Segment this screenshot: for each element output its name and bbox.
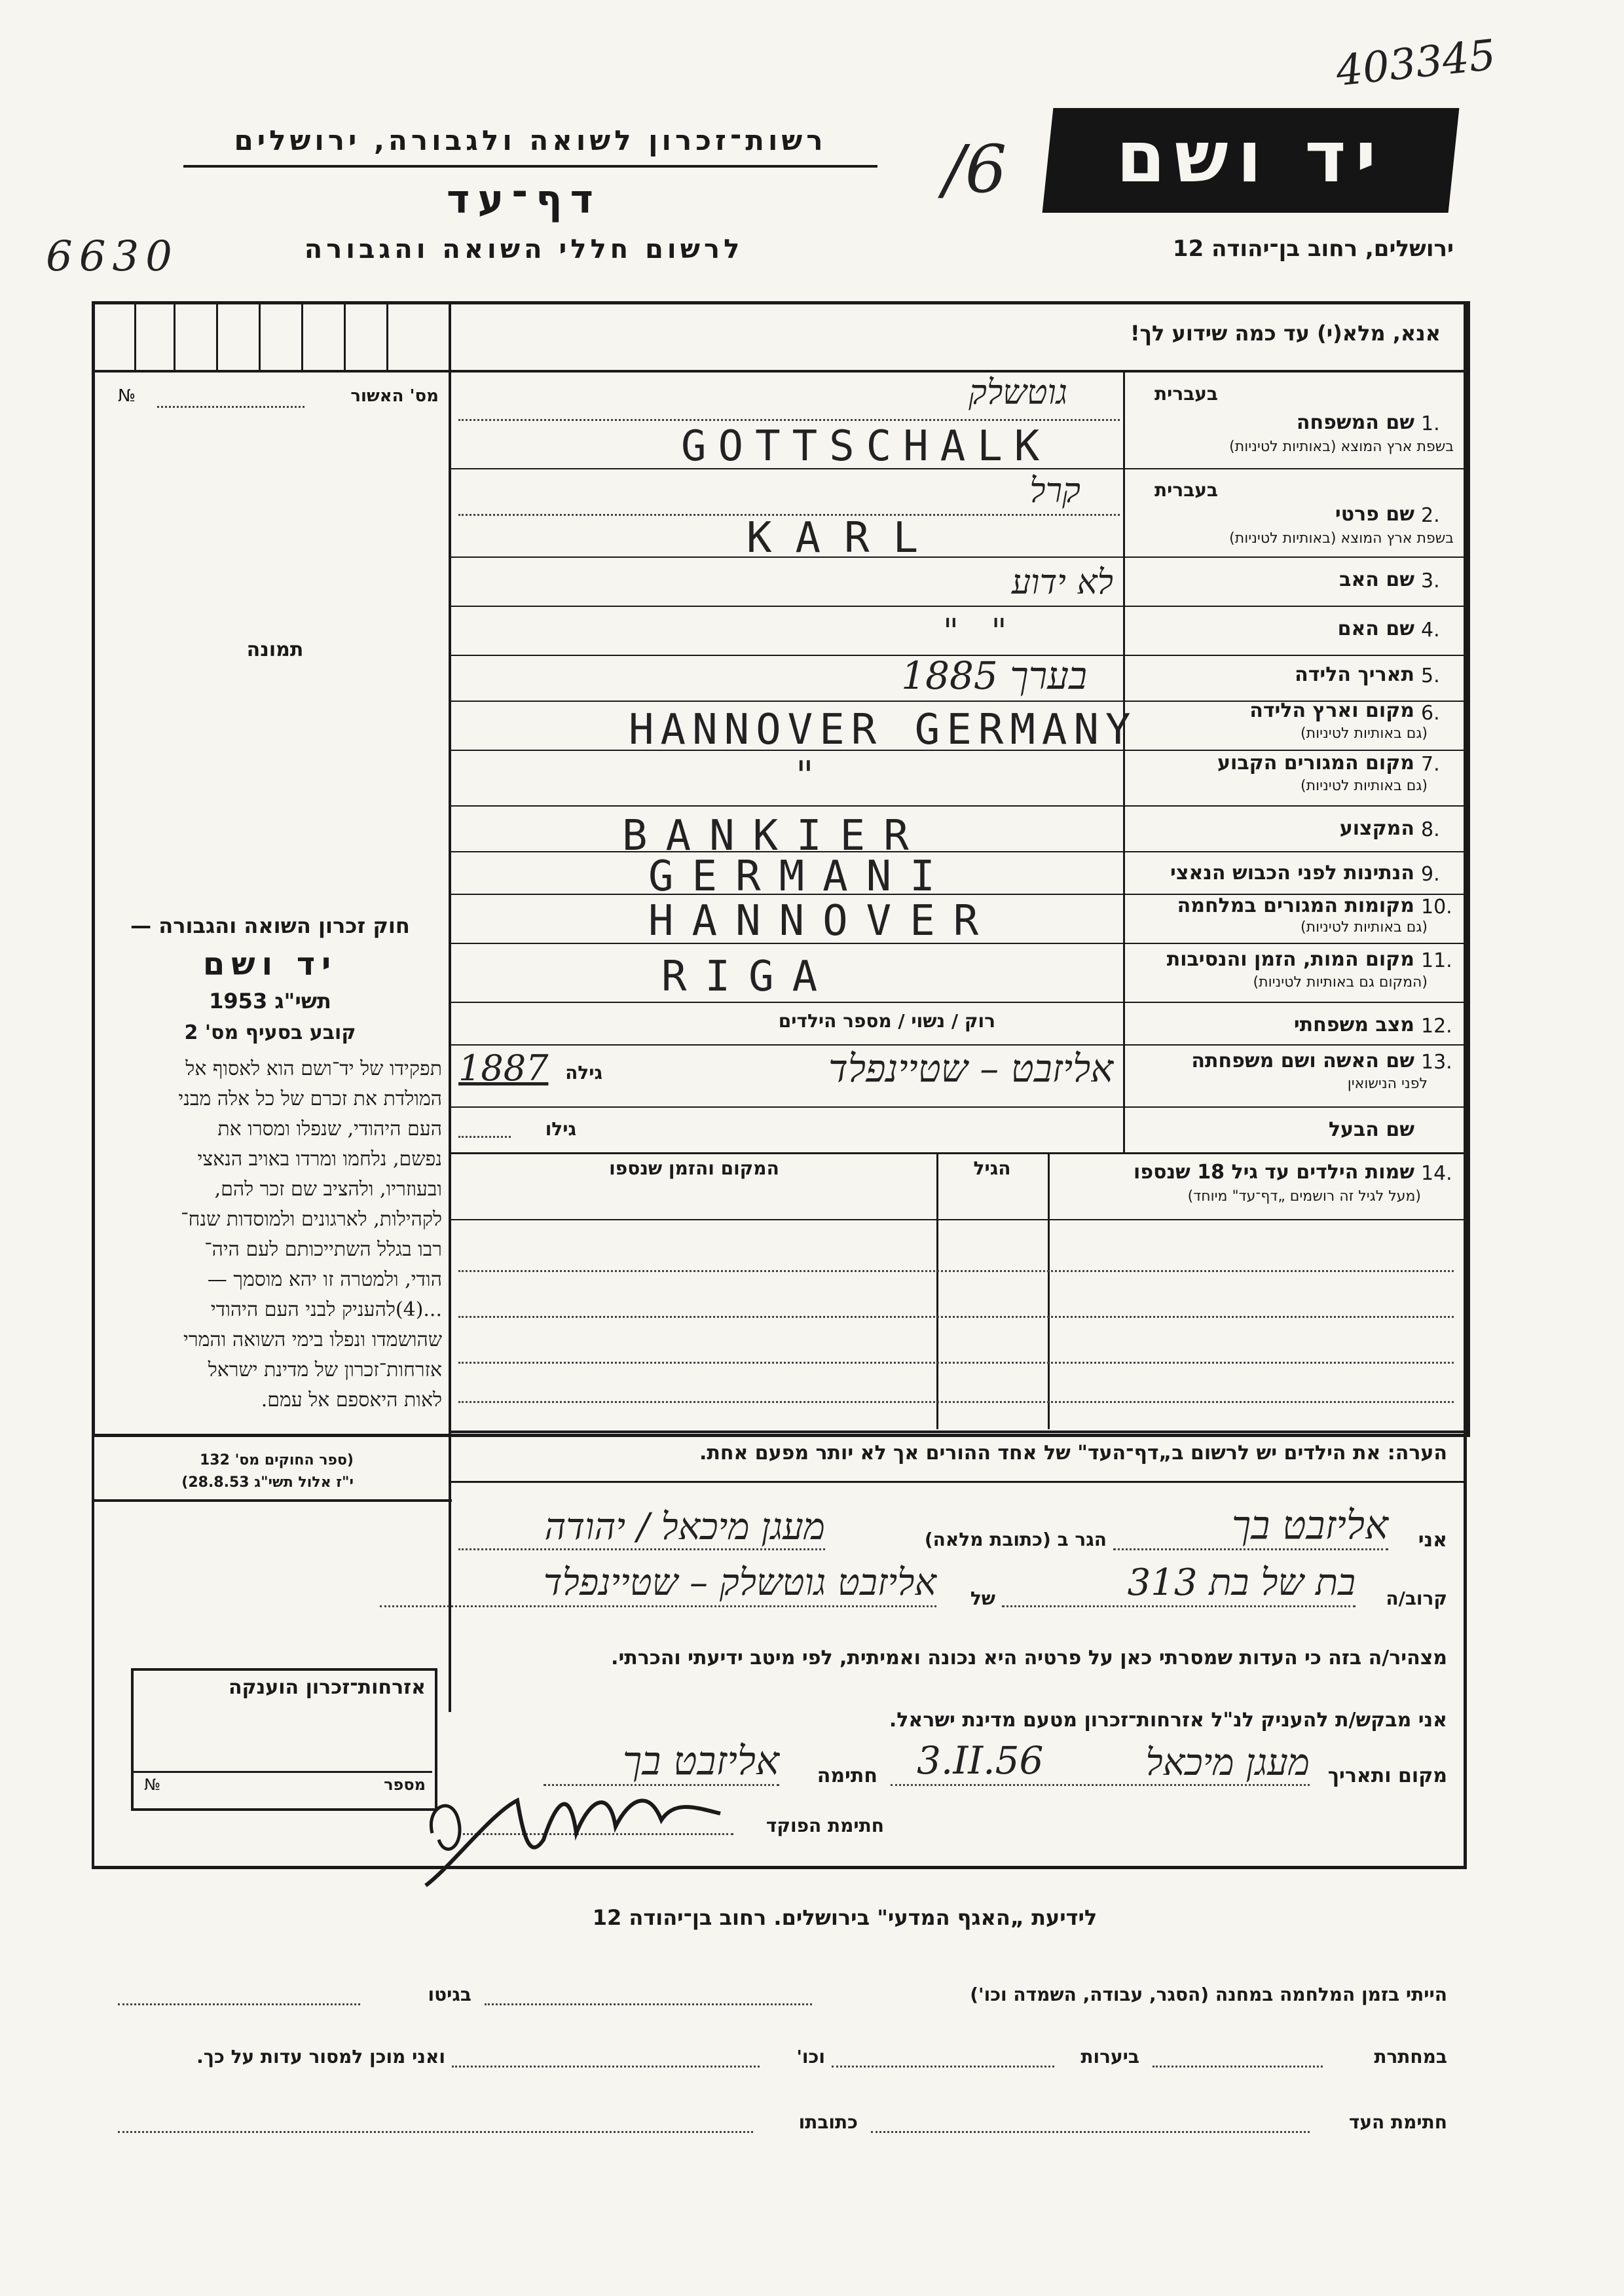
field-9-value: GERMANI (648, 852, 953, 901)
field-11-label: מקום המות, הזמן והנסיבות (1166, 948, 1414, 971)
law-body: תפקידו של יד־ושם הוא לאסוף אל המולדת את זכרם של כל אלה מבני העם היהודי, שנפלו ומסרו את נפשם, נלחמו ומרדו באויב הנאצי ובעוזריו, ולהציב שם זכר להם, לקהילות, לארגונים ולמוסדות שנח־ רבו בגלל השתייכותם לעם היה־ הודי, ולמטרה זו יהא מוסמך — ...(4)להעניק לבני העם היהודי שהושמדו ונפלו בימי השואה והמרי אזרחות־זכרון של מדינת ישראל לאות היאספם אל עמם. (178, 1057, 442, 1412)
field-6-note: (גם באותיות לטיניות) (1301, 725, 1428, 742)
field-3-value: לא ידוע (1011, 563, 1113, 602)
photo-label: תמונה (246, 638, 304, 661)
field-2-number: 2. (1421, 504, 1440, 527)
decl-date-value: 3.II.56 (917, 1738, 1044, 1783)
field-11-note: (המקום גם באותיות לטיניות) (1253, 974, 1428, 991)
field-11-number: 11. (1421, 949, 1452, 972)
field-10-value: HANNOVER (648, 897, 997, 945)
cert-number-label: מס' האשור (350, 386, 439, 406)
cert-number-suffix: № (118, 386, 136, 406)
children-number: 14. (1421, 1162, 1452, 1185)
field-5-value: בערך 1885 (901, 653, 1087, 698)
field-6-number: 6. (1421, 702, 1440, 725)
field-4-number: 4. (1421, 619, 1440, 642)
field-11-value: RIGA (661, 953, 836, 1001)
law-logo: יד ושם (202, 946, 338, 983)
children-label: שמות הילדים עד גיל 18 שנספו (1134, 1161, 1414, 1184)
field-6-value: HANNOVER GERMANY (629, 706, 1137, 754)
footer-title: לידיעת „האגף המדעי" בירושלים. רחוב בן־יהודה 12 (592, 1905, 1098, 1930)
form-title: דף־עד (447, 177, 601, 223)
field-2-hebrew-tag: בעברית (1154, 479, 1218, 501)
field-2-label: שם פרטי (1335, 503, 1414, 526)
field-5-number: 5. (1421, 665, 1440, 687)
left-handwritten-number: 6630 (46, 232, 179, 281)
slash-mark: /6 (943, 131, 1007, 208)
form-subtitle: לרשום חללי השואה והגבורה (304, 234, 744, 264)
field-1-number: 1. (1421, 412, 1440, 435)
field-13-age-label: גילה (565, 1062, 602, 1084)
field-8-label: המקצוע (1339, 817, 1414, 840)
field-2-note: בשפת ארץ המוצא (באותיות לטיניות) (1229, 530, 1454, 547)
field-7-value: " (796, 753, 814, 799)
decl-place-date-label: מקום ותאריך (1327, 1764, 1447, 1787)
field-4-label: שם האם (1337, 617, 1414, 640)
field-9-number: 9. (1421, 863, 1440, 886)
citizenship-number-label: מספר (384, 1776, 426, 1794)
footer-line3-a: חתימת העד (1348, 2111, 1447, 2133)
field-10-label: מקומות המגורים במלחמה (1177, 894, 1414, 917)
field-7-number: 7. (1421, 753, 1440, 776)
field-1-note: בשפת ארץ המוצא (באותיות לטיניות) (1229, 439, 1454, 455)
footer-line2-b: ביערות (1080, 2046, 1139, 2068)
footer-line2-c: וכו' (796, 2046, 825, 2068)
decl-relative-value: בת של בת 313 (1127, 1561, 1356, 1604)
husband-label: שם הבעל (1328, 1118, 1414, 1141)
field-12-value: רוק / נשוי / מספר הילדים (778, 1010, 995, 1032)
field-3-label: שם האב (1339, 568, 1414, 591)
field-4-value: " " (943, 612, 1007, 651)
field-3-number: 3. (1421, 570, 1440, 592)
law-title: חוק זכרון השואה והגבורה — (130, 913, 410, 938)
decl-relative-label: קרוב/ה (1386, 1588, 1447, 1609)
decl-signature-label: חתימה (817, 1764, 877, 1787)
citizenship-title: אזרחות־זכרון הוענקה (228, 1676, 426, 1699)
instruction-text: אנא, מלא(י) עד כמה שידוע לך! (1130, 321, 1441, 346)
decl-signature-value: אליזבט בך (622, 1738, 779, 1784)
footer-line1-a: הייתי בזמן המלחמה במחנה (הסגר, עבודה, השמדה וכו') (970, 1984, 1447, 2005)
field-1-label: שם המשפחה (1296, 411, 1414, 434)
decl-request: אני מבקש/ת להעניק לנ"ל אזרחות־זכרון מטעם מדינת ישראל. (889, 1709, 1447, 1732)
authority-title: רשות־זכרון לשואה ולגבורה, ירושלים (234, 124, 827, 156)
field-1-hebrew-tag: בעברית (1154, 383, 1218, 405)
field-8-number: 8. (1421, 818, 1440, 841)
field-10-number: 10. (1421, 896, 1452, 919)
decl-of-label: של (970, 1588, 995, 1609)
field-13-number: 13. (1421, 1051, 1452, 1074)
decl-officer-label: חתימת הפוקד (766, 1815, 884, 1836)
footer-line2-a: במחתרת (1374, 2046, 1447, 2068)
law-source-1: (ספר החוקים מס' 132 (199, 1452, 354, 1468)
children-col-age: הגיל (973, 1157, 1011, 1179)
remark-text: הערה: את הילדים יש לרשום ב„דף־העד" של אחד ההורים אך לא יותר מפעם אחת. (699, 1442, 1447, 1465)
husband-age-label: גילו (545, 1118, 576, 1140)
field-13-label: שם האשה ושם משפחתה (1191, 1049, 1414, 1072)
footer-line1-b: בגיטו (428, 1984, 471, 2005)
law-clause: קובע בסעיף מס' 2 (184, 1021, 356, 1044)
decl-i-value: אליזבט בך (1231, 1503, 1388, 1548)
field-8-value: BANKIER (622, 812, 927, 860)
field-12-label: מצב משפחתי (1293, 1013, 1414, 1036)
decl-statement: מצהיר/ה בזה כי העדות שמסרתי כאן על פרטיה היא נכונה ואמיתית, לפי מיטב ידיעתי והכרתי. (611, 1647, 1447, 1669)
field-2-value-hebrew: קרל (1029, 471, 1080, 511)
field-6-label: מקום וארץ הלידה (1249, 699, 1414, 722)
decl-resides-label: הגר ב (כתובת מלאה) (924, 1529, 1107, 1550)
archive-number: 403345 (1333, 31, 1498, 96)
decl-resides-value: מעגן מיכאל / יהודה (544, 1506, 825, 1548)
decl-place-date-value: מעגן מיכאל (1145, 1741, 1310, 1784)
field-2-value-latin: KARL (747, 514, 942, 562)
field-13-value: אליזבט – שטיינפלד (828, 1046, 1113, 1091)
field-7-note: (גם באותיות לטיניות) (1301, 778, 1428, 794)
field-1-value-latin: GOTTSCHALK (681, 422, 1052, 471)
law-source-2: י"ז אלול תשי"ג 28.8.53) (181, 1474, 354, 1491)
law-year: תשי"ג 1953 (209, 989, 331, 1013)
field-1-value-hebrew: גוטשלק (969, 373, 1067, 412)
children-col-place: המקום והזמן שנספו (609, 1157, 779, 1179)
footer-line3-b: כתובתו (798, 2111, 858, 2133)
field-9-label: הנתינות לפני הכבוש הנאצי (1170, 862, 1414, 884)
footer-line2-d: ואני מוכן למסור עדות על כך. (196, 2046, 445, 2068)
field-5-label: תאריך הלידה (1295, 663, 1414, 686)
header-address: ירושלים, רחוב בן־יהודה 12 (1172, 236, 1454, 262)
decl-i-label: אני (1418, 1529, 1447, 1552)
logo-text: יד ושם (1116, 117, 1386, 198)
field-12-number: 12. (1421, 1015, 1452, 1038)
children-note: (מעל לגיל זה רושמים „דף־עד" מיוחד) (1187, 1188, 1421, 1205)
field-7-label: מקום המגורים הקבוע (1217, 752, 1414, 774)
field-13-note: לפני הנישואין (1347, 1076, 1428, 1092)
authority-underline (183, 165, 877, 168)
field-10-note: (גם באותיות לטיניות) (1301, 919, 1428, 936)
officer-signature (413, 1761, 753, 1905)
field-13-age-value: 1887 (458, 1048, 549, 1089)
decl-of-value: אליזבט גוטשלק – שטיינפלד (543, 1561, 936, 1604)
citizenship-number-suffix: № (144, 1776, 160, 1794)
